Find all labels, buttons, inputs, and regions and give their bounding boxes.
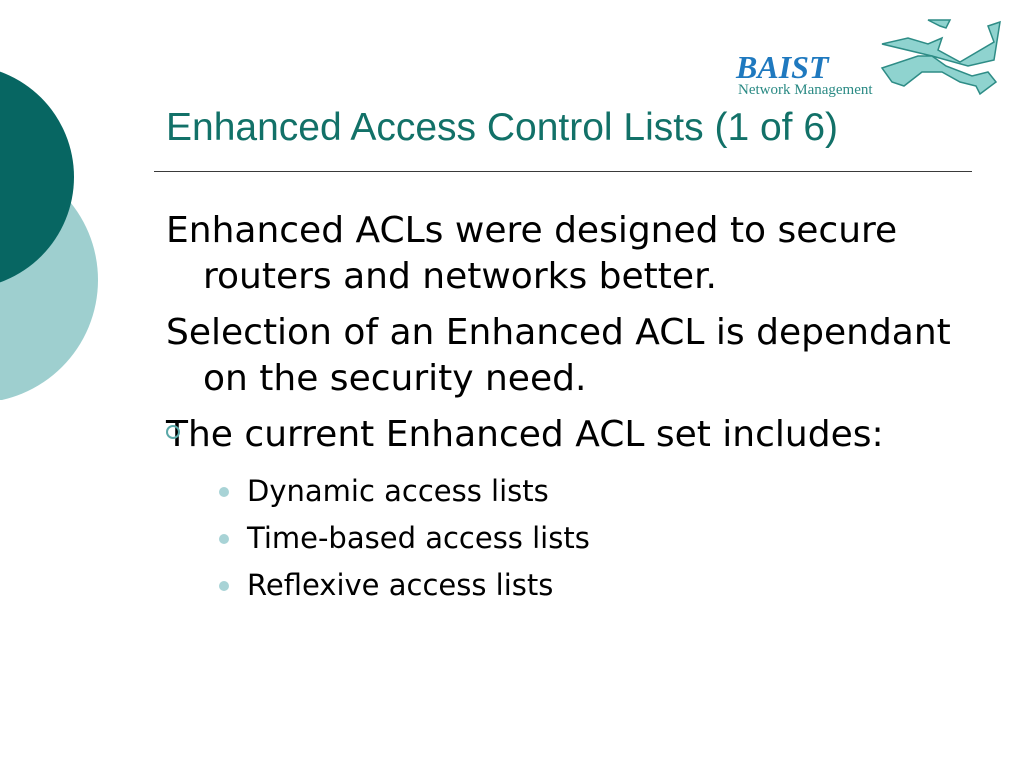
dot-bullet-icon [219, 581, 229, 591]
title-divider [154, 171, 972, 172]
logo-tagline: Network Management [738, 82, 873, 98]
decorative-circles [0, 0, 110, 400]
list-item-text: Reflexive access lists [247, 568, 554, 602]
dot-bullet-icon [219, 534, 229, 544]
paragraph: Selection of an Enhanced ACL is dependant on the security need. [166, 312, 951, 399]
ring-bullet-icon [166, 425, 180, 439]
sub-list [166, 468, 966, 609]
paragraph: Enhanced ACLs were designed to secure routers and networks better. [166, 210, 898, 297]
crossed-arrows-icon [882, 20, 1000, 94]
logo [732, 16, 1002, 100]
logo-brand: BAIST [736, 49, 829, 85]
list-item-text: Time-based access lists [247, 521, 590, 555]
list-item [166, 562, 966, 609]
dot-bullet-icon [219, 487, 229, 497]
bullet-text: The current Enhanced ACL set includes: [166, 414, 884, 455]
list-item [166, 468, 966, 515]
list-item [166, 515, 966, 562]
slide-body [166, 208, 966, 609]
slide-title: Enhanced Access Control Lists (1 of 6) [166, 106, 839, 149]
list-item-text: Dynamic access lists [247, 474, 549, 508]
bullet-item [166, 412, 966, 458]
